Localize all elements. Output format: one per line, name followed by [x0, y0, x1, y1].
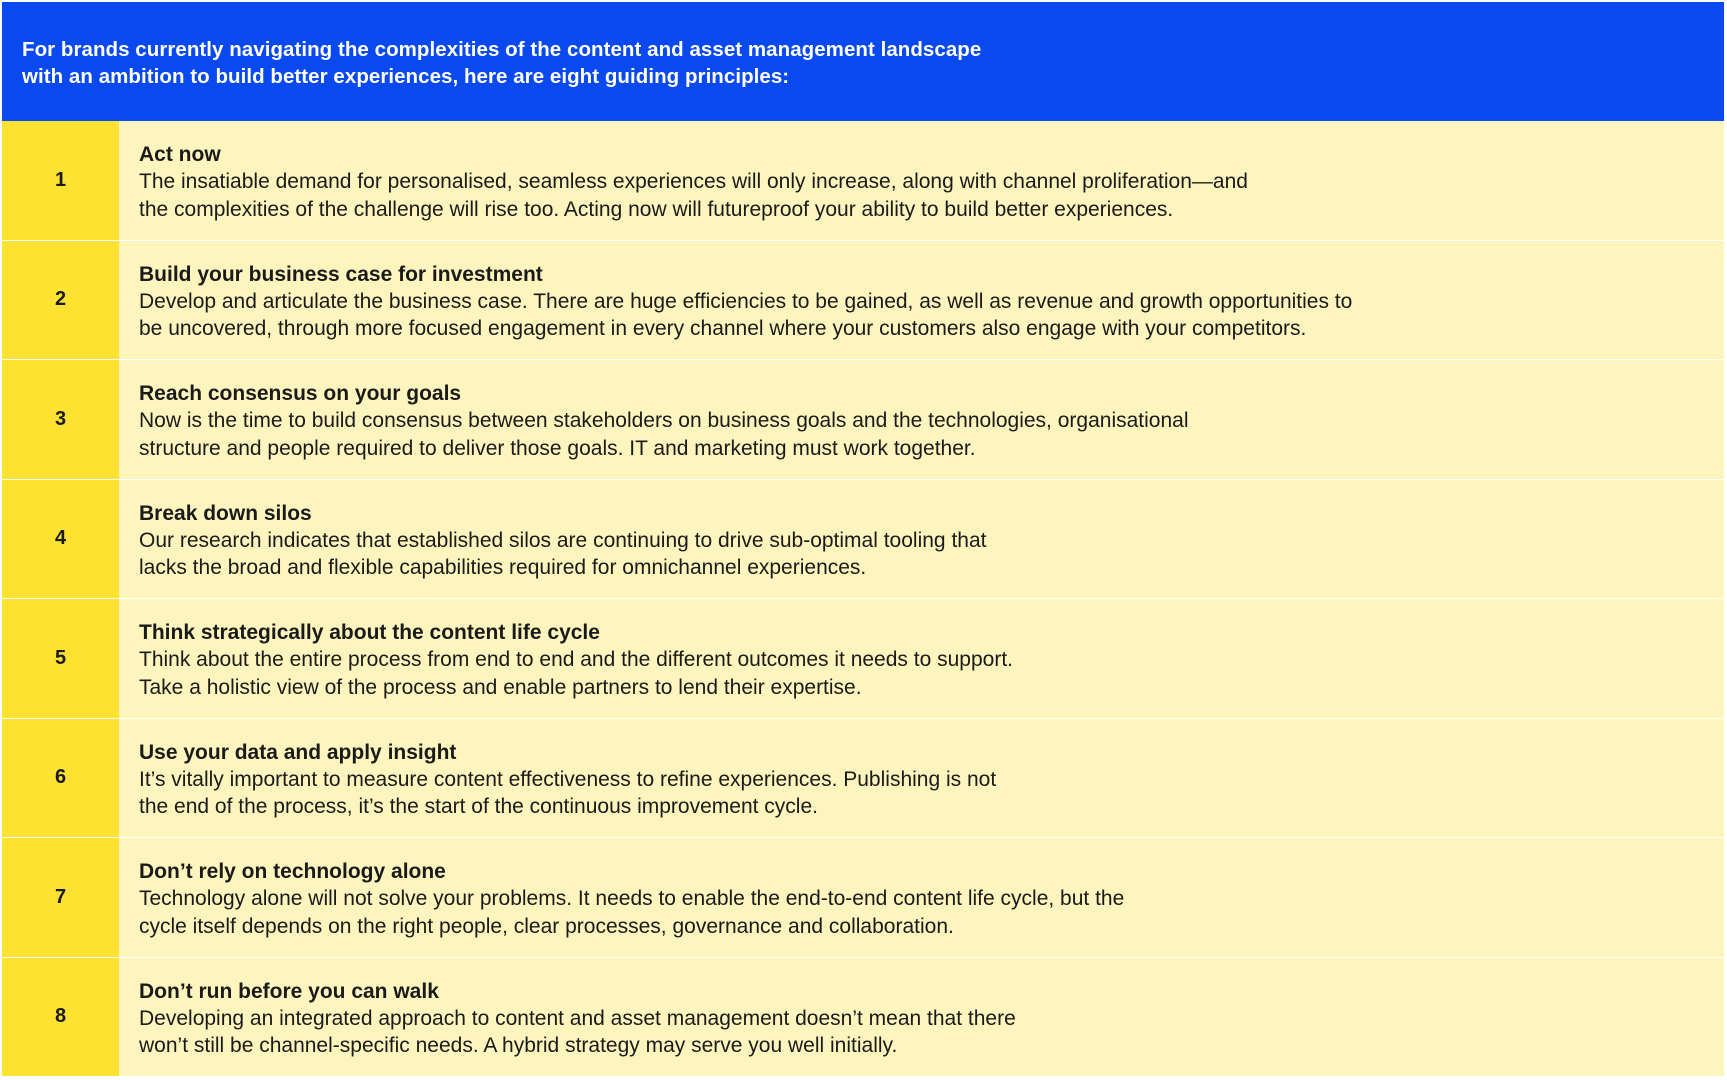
header-intro-line-2: with an ambition to build better experiences, here are eight guiding principles:	[22, 65, 790, 88]
principle-content	[119, 121, 1724, 240]
principle-number: 7	[2, 838, 119, 957]
principle-row	[2, 241, 1724, 361]
principle-title: Don’t rely on technology alone	[139, 860, 446, 883]
principle-title: Build your business case for investment	[139, 262, 543, 286]
principle-title: Act now	[139, 143, 221, 166]
header-intro-line-1: For brands currently navigating the complexities of the content and asset management landscape	[22, 38, 982, 61]
principle-description	[139, 885, 1704, 940]
principle-description	[139, 766, 1704, 821]
principle-title: Think strategically about the content life cycle	[139, 621, 600, 644]
principle-description-line: the complexities of the challenge will rise too. Acting now will futureproof your ability to build better experiences.	[139, 197, 1174, 221]
principle-row	[2, 121, 1724, 241]
principle-number: 6	[2, 719, 119, 838]
principle-title: Don’t run before you can walk	[139, 979, 439, 1003]
principle-content	[119, 360, 1724, 479]
principle-title: Use your data and apply insight	[139, 740, 457, 764]
principle-description	[139, 646, 1704, 701]
principle-content	[119, 599, 1724, 718]
principle-description-line: the end of the process, it’s the start of the continuous improvement cycle.	[139, 795, 818, 818]
principle-row	[2, 480, 1724, 600]
principle-description-line: cycle itself depends on the right people, clear processes, governance and collaboration.	[139, 914, 954, 938]
principle-description	[139, 1005, 1704, 1060]
principle-description-line: The insatiable demand for personalised, seamless experiences will only increase, along with channel proliferation—and	[139, 170, 1248, 193]
principle-description	[139, 527, 1704, 582]
principle-description	[139, 288, 1704, 343]
principle-description-line: Take a holistic view of the process and enable partners to lend their expertise.	[139, 675, 862, 699]
principle-number: 5	[2, 599, 119, 718]
principle-number: 2	[2, 241, 119, 360]
principle-row	[2, 838, 1724, 958]
principle-title: Reach consensus on your goals	[139, 382, 462, 405]
principle-description-line: won’t still be channel-specific needs. A hybrid strategy may serve you well initially.	[139, 1034, 898, 1057]
principle-description-line: It’s vitally important to measure content effectiveness to refine experiences. Publishing is not	[139, 767, 997, 791]
principle-title: Break down silos	[139, 501, 312, 525]
principle-content	[119, 241, 1724, 360]
principle-number: 4	[2, 480, 119, 599]
principle-content	[119, 958, 1724, 1077]
principle-description-line: Think about the entire process from end to end and the different outcomes it needs to support.	[139, 648, 1013, 671]
principle-row	[2, 719, 1724, 839]
table-header	[2, 2, 1724, 121]
principle-description-line: Our research indicates that established silos are continuing to drive sub-optimal tooling that	[139, 528, 987, 552]
principle-content	[119, 719, 1724, 838]
principle-description-line: Technology alone will not solve your problems. It needs to enable the end-to-end content life cycle, but the	[139, 887, 1125, 910]
principle-description-line: Now is the time to build consensus between stakeholders on business goals and the technologies, organisational	[139, 409, 1189, 432]
principles-table	[2, 2, 1724, 1076]
principle-description-line: be uncovered, through more focused engagement in every channel where your customers also engage with your competitors.	[139, 317, 1307, 340]
principle-description	[139, 407, 1704, 462]
principle-row	[2, 958, 1724, 1077]
principle-description-line: lacks the broad and flexible capabilities required for omnichannel experiences.	[139, 556, 867, 579]
principle-number: 8	[2, 958, 119, 1077]
principle-row	[2, 599, 1724, 719]
principle-description-line: structure and people required to deliver those goals. IT and marketing must work together.	[139, 436, 976, 460]
principle-number: 3	[2, 360, 119, 479]
principle-description-line: Developing an integrated approach to content and asset management doesn’t mean that there	[139, 1006, 1016, 1030]
principle-number: 1	[2, 121, 119, 240]
principle-row	[2, 360, 1724, 480]
principle-content	[119, 480, 1724, 599]
principle-content	[119, 838, 1724, 957]
principle-description	[139, 168, 1704, 223]
principle-description-line: Develop and articulate the business case. There are huge efficiencies to be gained, as well as revenue and growth opportunities to	[139, 289, 1353, 313]
principles-list	[2, 121, 1724, 1076]
